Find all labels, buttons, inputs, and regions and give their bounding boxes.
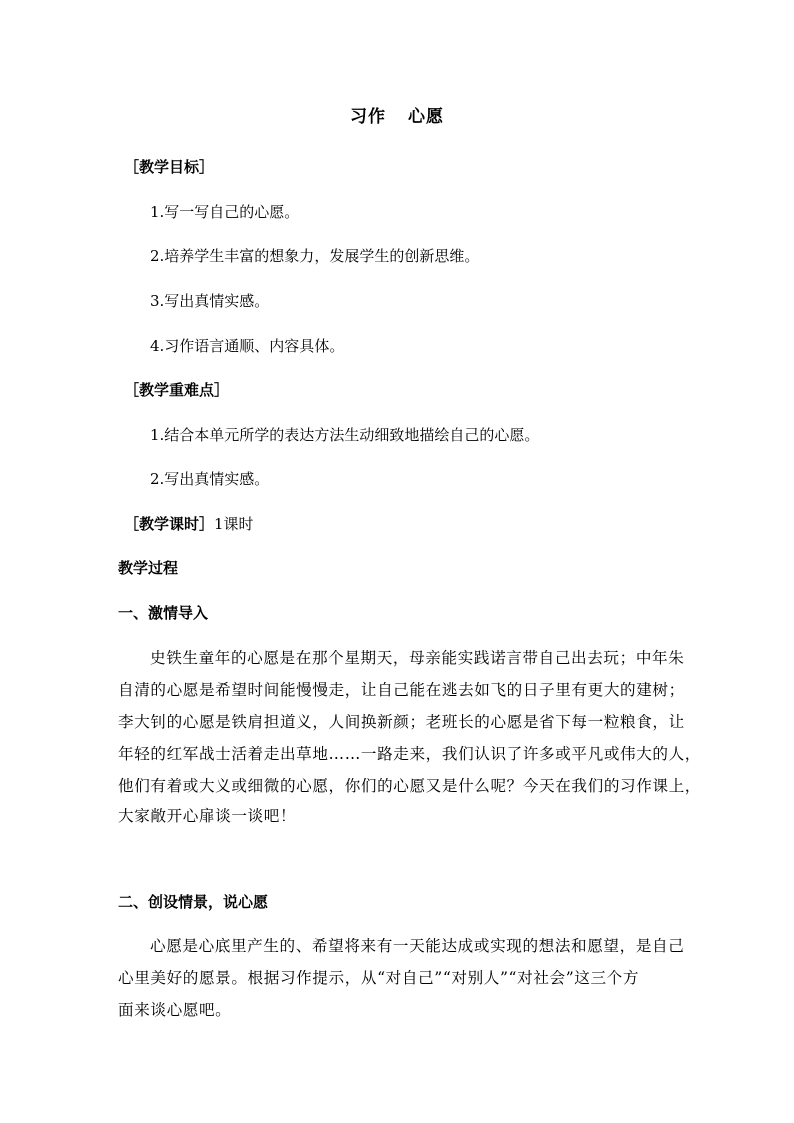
objective-item: 4.习作语言通顺、内容具体。 [150, 337, 345, 355]
paragraph-line: 大家敞开心扉谈一谈吧！ [118, 807, 297, 825]
objective-item: 2.培养学生丰富的想象力，发展学生的创新思维。 [150, 247, 480, 265]
hours-label: ［教学课时］ [124, 515, 215, 533]
title-part-2: 心愿 [408, 107, 444, 127]
objective-item: 3.写出真情实感。 [150, 292, 270, 310]
paragraph-line: 自清的心愿是希望时间能慢慢走，让自己能在逃去如飞的日子里有更大的建树； [118, 681, 685, 699]
key-point-item: 2.写出真情实感。 [150, 470, 270, 488]
section-heading-key-points: ［教学重难点］ [124, 381, 230, 399]
paragraph-line: 李大钊的心愿是铁肩担道义，人间换新颜；老班长的心愿是省下每一粒粮食，让 [118, 713, 685, 731]
section-heading-objectives: ［教学目标］ [124, 158, 215, 176]
paragraph-line: 心里美好的愿景。根据习作提示，从“对自己”“对别人”“对社会”这三个方 [118, 969, 640, 987]
hours-value: 1课时 [214, 515, 254, 533]
key-point-item: 1.结合本单元所学的表达方法生动细致地描绘自己的心愿。 [150, 426, 540, 444]
paragraph-line: 心愿是心底里产生的、希望将来有一天能达成或实现的想法和愿望，是自己 [150, 937, 685, 955]
objective-item: 1.写一写自己的心愿。 [150, 203, 300, 221]
paragraph-line: 年轻的红军战士活着走出草地……一路走来，我们认识了许多或平凡或伟大的人， [118, 745, 701, 763]
paragraph-line: 面来谈心愿吧。 [118, 1001, 232, 1019]
paragraph-line: 史铁生童年的心愿是在那个星期天，母亲能实践诺言带自己出去玩；中年朱 [150, 649, 685, 667]
title-part-1: 习作 [350, 107, 386, 127]
paragraph-line: 他们有着或大义或细微的心愿，你们的心愿又是什么呢？今天在我们的习作课上， [118, 777, 701, 795]
part1-heading: 一、激情导入 [118, 604, 209, 622]
process-heading: 教学过程 [118, 559, 179, 577]
document-title [0, 106, 794, 128]
part2-heading: 二、创设情景，说心愿 [118, 893, 269, 911]
section-heading-hours [124, 514, 254, 534]
